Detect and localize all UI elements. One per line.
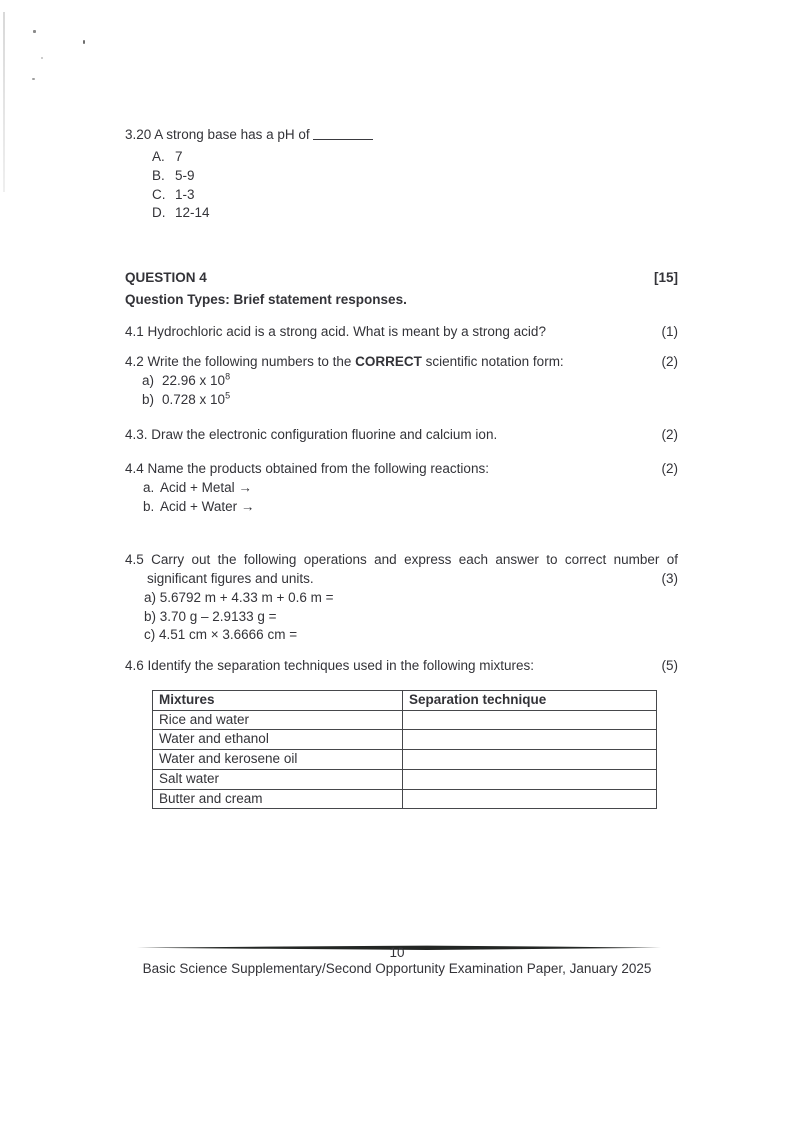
subitem-b: b) 3.70 g – 2.9133 g = <box>144 608 277 624</box>
subitem-value: 0.728 x $10^5$ <box>162 390 231 407</box>
question-4-3-text: 4.3. Draw the electronic configuration fluorine and calcium ion. <box>125 427 498 442</box>
mixtures-table-wrapper <box>152 690 657 809</box>
subitem-label: a. <box>143 480 155 496</box>
subitem-b <box>142 391 678 410</box>
question-4-5-line1: 4.5 Carry out the following operations and express each answer to correct number of <box>125 552 678 567</box>
option-letter: D. <box>152 205 166 221</box>
technique-cell <box>403 789 657 809</box>
question-4-1-marks: (1) <box>661 324 678 339</box>
table-row <box>153 789 657 809</box>
exponent: 5 <box>225 390 231 401</box>
subitem-value: Acid + Metal → <box>160 480 252 496</box>
table-row <box>153 710 657 730</box>
option-text: 7 <box>175 149 183 165</box>
table-row <box>153 730 657 750</box>
question-4-1 <box>125 323 678 342</box>
table-header-row <box>153 691 657 711</box>
question-4-5-line2: significant figures and units. <box>147 570 314 586</box>
mixtures-table <box>152 690 657 809</box>
question-4-1-text: 4.1 Hydrochloric acid is a strong acid. What is meant by a strong acid? <box>125 324 546 339</box>
question-3-20-text: 3.20 A strong base has a pH of <box>125 127 310 142</box>
mixture-cell: Water and ethanol <box>153 730 403 750</box>
subitem-value: Acid + Water → <box>160 498 255 514</box>
header-separation-technique: Separation technique <box>403 691 657 711</box>
question-3-20-options <box>152 148 678 223</box>
question-4-4-marks: (2) <box>661 461 678 476</box>
question-4-2 <box>125 353 678 410</box>
answer-blank-line <box>313 139 373 140</box>
question-4-2-marks: (2) <box>661 354 678 369</box>
question-4-5 <box>125 551 678 645</box>
option-row-b <box>152 167 678 186</box>
question-4-2-text: 4.2 Write the following numbers to the CORRECT scientific notation form: <box>125 354 564 369</box>
subitem-label: b) <box>142 391 155 407</box>
technique-cell <box>403 730 657 750</box>
scan-artifact-dot <box>33 30 36 33</box>
question-4-6 <box>125 657 678 676</box>
option-letter: C. <box>152 186 166 202</box>
subitem-a: a) 5.6792 m + 4.33 m + 0.6 m = <box>144 589 334 605</box>
page-number: 10 <box>389 945 405 960</box>
question-4-2-subitems <box>142 372 678 409</box>
subitem-c: c) 4.51 cm × 3.6666 cm = <box>144 627 298 643</box>
scan-artifact-dot <box>32 78 35 80</box>
subitem-b <box>143 498 678 517</box>
correct-emphasis: CORRECT <box>355 354 422 369</box>
mixture-cell: Rice and water <box>153 710 403 730</box>
subitem-label: a) <box>142 373 155 389</box>
subitem-a <box>143 479 678 498</box>
question-4-5-subitems <box>144 589 678 645</box>
option-letter: A. <box>152 149 165 165</box>
question4-heading: QUESTION 4 <box>125 270 207 285</box>
technique-cell <box>403 769 657 789</box>
scan-artifact-line <box>3 12 5 192</box>
option-row-d <box>152 204 678 223</box>
question-4-2-stem <box>125 353 678 372</box>
question-4-4-text: 4.4 Name the products obtained from the following reactions: <box>125 461 489 476</box>
footer-text: Basic Science Supplementary/Second Opportunity Examination Paper, January 2025 <box>142 961 652 976</box>
option-row-c <box>152 186 678 205</box>
question-4-4-subitems <box>143 479 678 516</box>
option-text: 1-3 <box>175 186 195 202</box>
subitem-a <box>142 372 678 391</box>
question4-subtitle: Question Types: Brief statement responses. <box>125 292 407 307</box>
subitem-value: 22.96 x $10^8$ <box>162 371 231 389</box>
scan-artifact-dot <box>83 40 85 44</box>
question-4-5-marks: (3) <box>661 570 678 586</box>
question-4-6-marks: (5) <box>661 658 678 673</box>
option-text: 12-14 <box>175 205 210 221</box>
table-row <box>153 750 657 770</box>
mixture-cell: Butter and cream <box>153 789 403 809</box>
scan-artifact-dot <box>41 57 43 59</box>
option-letter: B. <box>152 167 165 183</box>
exponent: 8 <box>225 371 231 382</box>
question-4-4-stem <box>125 460 678 479</box>
question-4-4 <box>125 460 678 517</box>
mixture-cell: Salt water <box>153 769 403 789</box>
option-row-a <box>152 148 678 167</box>
question-3-20 <box>125 126 678 223</box>
table-row <box>153 769 657 789</box>
technique-cell <box>403 710 657 730</box>
option-text: 5-9 <box>175 167 195 183</box>
question4-total-marks: [15] <box>653 270 678 285</box>
technique-cell <box>403 750 657 770</box>
question4-heading-row <box>125 269 678 288</box>
question-3-20-stem <box>125 126 678 145</box>
question-4-6-text: 4.6 Identify the separation techniques used in the following mixtures: <box>125 658 534 673</box>
mixture-cell: Water and kerosene oil <box>153 750 403 770</box>
question-4-3 <box>125 426 678 445</box>
question-4-5-line2-row <box>125 570 678 589</box>
question-4-3-marks: (2) <box>661 427 678 442</box>
subitem-label: b. <box>143 498 155 514</box>
header-mixtures: Mixtures <box>153 691 403 711</box>
